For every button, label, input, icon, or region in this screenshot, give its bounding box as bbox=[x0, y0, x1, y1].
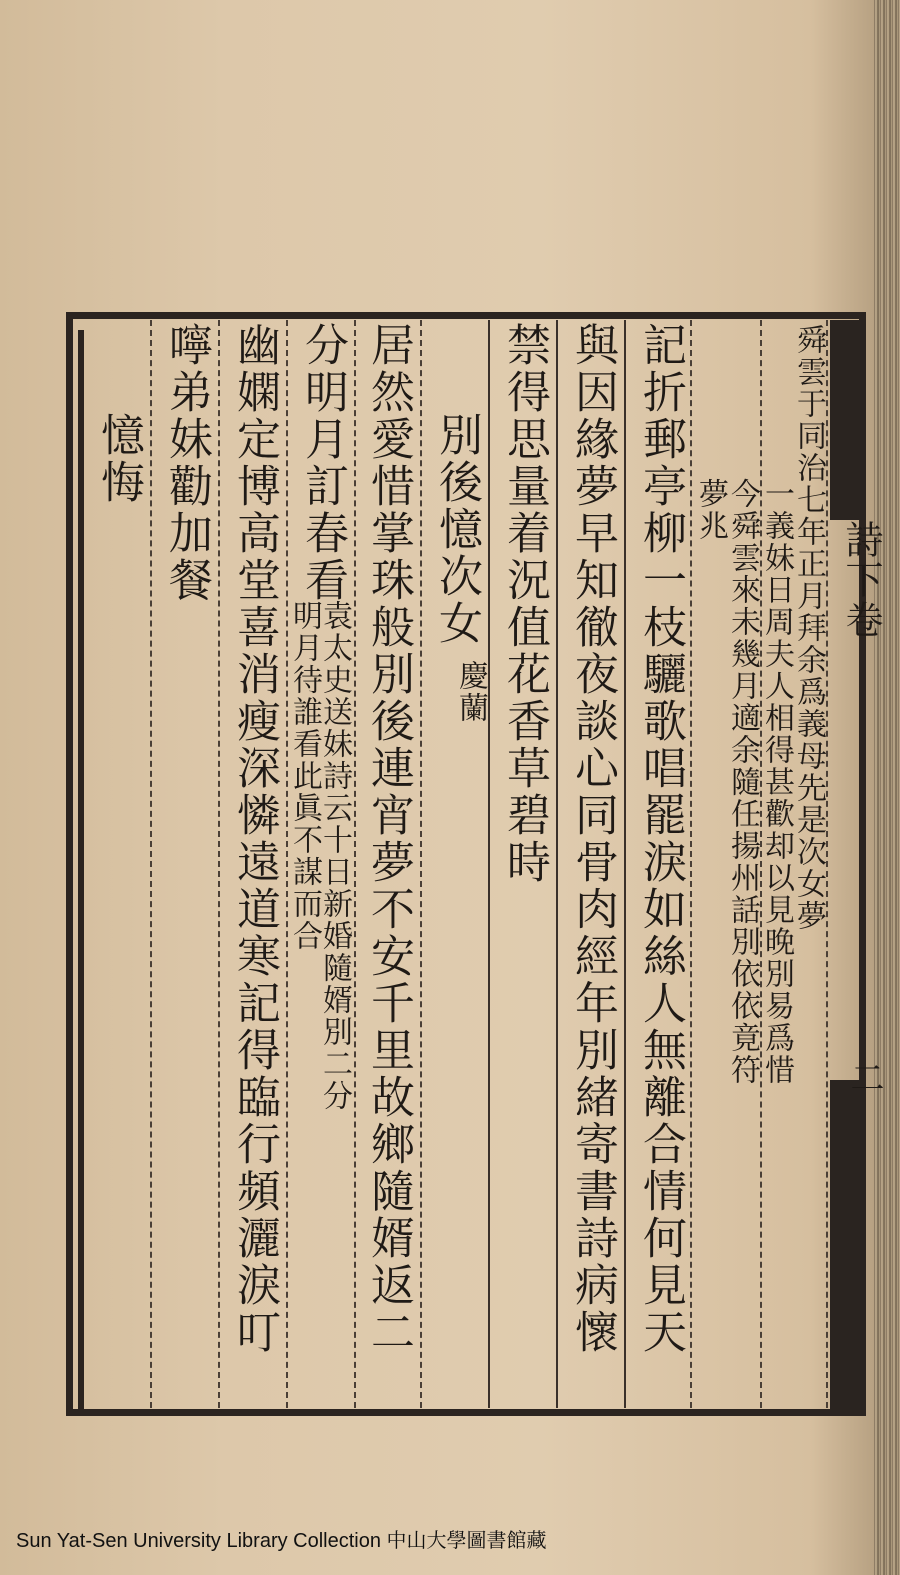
text-column: 舜雲于同治七年正月拜余爲義母先是次女夢 bbox=[791, 324, 826, 932]
text-column: 一義妹日周夫人相得甚歡却以見晚別易爲惜 bbox=[759, 478, 794, 1086]
poem-title: 別後憶次女 bbox=[431, 412, 482, 647]
column-rule bbox=[488, 320, 490, 1408]
text-column: 分明月訂春看 bbox=[297, 322, 348, 604]
annotation-column: 明月待誰看此眞不謀而合 bbox=[287, 600, 322, 952]
title-band: 詩下卷 bbox=[839, 520, 883, 640]
text-column: 與因緣夢早知徹夜談心同骨肉經年別緒寄書詩病懷 bbox=[567, 322, 618, 1356]
fish-tail-bottom bbox=[830, 1080, 866, 1410]
text-column: 嚀弟妹勸加餐 bbox=[161, 322, 212, 604]
text-column: 禁得思量着況值花香草碧時 bbox=[499, 322, 550, 886]
column-rule bbox=[826, 320, 828, 1408]
annotation-column: 袁太史送妹詩云十日新婚隨婿別二分 bbox=[317, 600, 352, 1112]
poem-title: 憶悔 bbox=[93, 412, 144, 506]
column-rule bbox=[218, 320, 220, 1408]
fish-tail-top bbox=[830, 320, 866, 520]
poem-author: 慶蘭 bbox=[453, 660, 488, 724]
column-rule bbox=[624, 320, 626, 1408]
column-rule bbox=[420, 320, 422, 1408]
column-rule bbox=[690, 320, 692, 1408]
frame-inner-line bbox=[78, 330, 84, 1410]
column-rule bbox=[354, 320, 356, 1408]
footer-credit: Sun Yat-Sen University Library Collection 中山大學圖書館藏 bbox=[16, 1530, 547, 1552]
page-edge bbox=[874, 0, 900, 1575]
column-rule bbox=[150, 320, 152, 1408]
leaf-number: 二 bbox=[844, 1060, 884, 1094]
text-column: 幽嫻定博高堂喜消瘦深憐遠道寒記得臨行頻灑淚叮 bbox=[229, 322, 280, 1356]
text-column: 夢兆 bbox=[693, 478, 728, 542]
text-column: 記折郵亭柳一枝驪歌唱罷淚如絲人無離合情何見天 bbox=[635, 322, 686, 1356]
text-column: 居然愛惜掌珠般別後連宵夢不安千里故鄉隨婿返二 bbox=[363, 322, 414, 1356]
column-rule bbox=[556, 320, 558, 1408]
text-column: 今舜雲來未幾月適余隨任揚州話別依依竟符 bbox=[725, 478, 760, 1086]
fish-tail-band bbox=[830, 320, 866, 1410]
